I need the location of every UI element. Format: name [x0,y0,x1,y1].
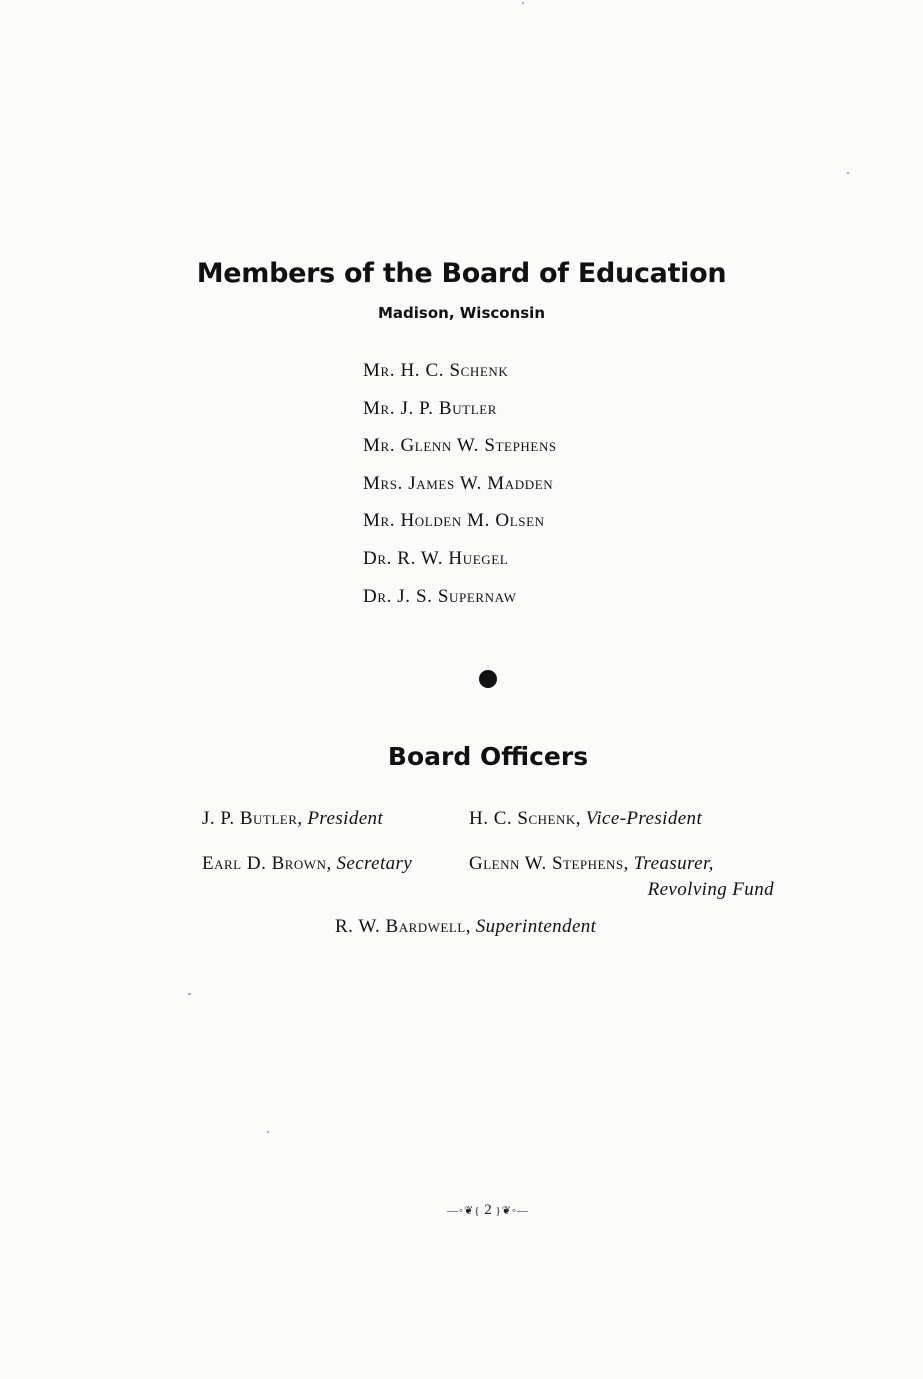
list-item: Mr. H. C. Schenk [363,360,509,381]
list-item: Mr. Holden M. Olsen [363,510,545,532]
list-item: Mr. J. P. Butler [363,397,498,419]
paper-speck [267,1131,269,1133]
officer-name: Earl D. Brown, [202,853,332,874]
officer-superintendent [335,914,596,940]
officer-president [202,806,383,832]
paper-speck [188,993,191,995]
list-item: Dr. R. W. Huegel [363,547,509,569]
officer-role: Superintendent [475,916,597,937]
list-item: Mrs. James W. Madden [363,472,554,494]
officer-name: R. W. Bardwell, [335,916,471,937]
officer-role: Treasurer, [633,853,714,874]
page-number-folio [0,1202,923,1219]
officers-section-title: Board Officers [387,742,589,771]
officer-treasurer-role-continued [648,877,774,903]
officer-role: President [307,808,384,829]
paper-speck [847,172,849,174]
officer-name: Glenn W. Stephens, [469,853,629,874]
officer-role-line2: Revolving Fund [647,879,774,900]
list-item: Mr. Glenn W. Stephens [363,435,557,457]
folio-ornament-right-icon: }❦◦— [495,1205,529,1217]
list-item: Dr. J. S. Supernaw [363,585,517,607]
page-subtitle-location: Madison, Wisconsin [378,304,545,322]
officer-role: Secretary [336,853,413,874]
officer-role: Vice-President [585,808,703,829]
officer-name: H. C. Schenk, [469,808,581,829]
section-divider-bullet [479,670,497,688]
officer-vice-president [469,806,702,832]
officer-name: J. P. Butler, [202,808,303,829]
officer-treasurer [469,851,714,877]
folio-ornament-left-icon: —◦❦{ [447,1205,481,1217]
paper-speck [522,2,524,4]
page-number: 2 [484,1202,492,1218]
officer-secretary [202,851,412,877]
page-title: Members of the Board of Education [196,258,727,289]
board-members-list [363,358,557,621]
